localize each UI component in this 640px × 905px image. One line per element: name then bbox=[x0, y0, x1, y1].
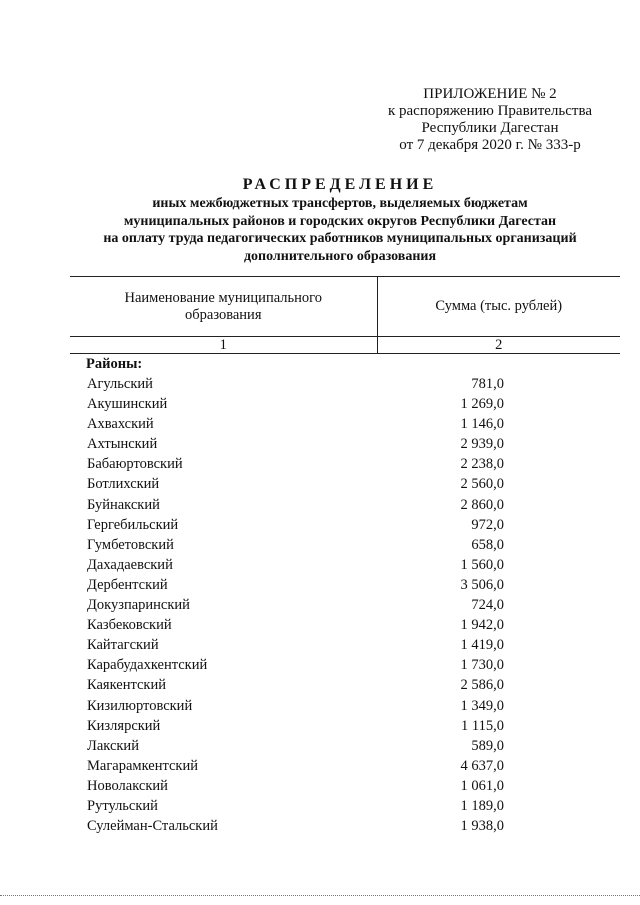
document-title: РАСПРЕДЕЛЕНИЕ bbox=[242, 176, 438, 193]
column-number-1: 1 bbox=[70, 337, 377, 354]
annex-reference: к распоряжению Правительства bbox=[387, 103, 592, 119]
amount-value: 658,0 bbox=[471, 536, 504, 553]
district-name: Сулейман-Стальский bbox=[87, 818, 218, 835]
annex-block bbox=[372, 86, 608, 154]
table-row bbox=[70, 434, 620, 454]
amount-value: 972,0 bbox=[471, 516, 504, 533]
district-name: Кизлярский bbox=[87, 717, 161, 734]
district-name: Ахтынский bbox=[87, 436, 158, 453]
amount-value: 1 942,0 bbox=[460, 617, 504, 634]
table-row bbox=[70, 495, 620, 515]
amount-value: 2 939,0 bbox=[460, 436, 504, 453]
amount-value: 1 938,0 bbox=[460, 818, 504, 835]
amount-value: 1 061,0 bbox=[460, 777, 504, 794]
subtitle-line: иных межбюджетных трансфертов, выделяемых бюджетам bbox=[152, 196, 528, 211]
amount-value: 2 860,0 bbox=[460, 496, 504, 513]
district-name: Дербентский bbox=[87, 576, 168, 593]
district-name: Бабаюртовский bbox=[87, 456, 183, 473]
amount-value: 1 419,0 bbox=[460, 637, 504, 654]
table-row bbox=[70, 675, 620, 695]
district-name: Магарамкентский bbox=[87, 757, 198, 774]
column-header-name: Наименование муниципального образования bbox=[70, 277, 377, 337]
district-name: Каякентский bbox=[87, 677, 166, 694]
column-header-amount: Сумма (тыс. рублей) bbox=[377, 277, 620, 337]
amount-value: 1 560,0 bbox=[460, 556, 504, 573]
amount-value: 2 586,0 bbox=[460, 677, 504, 694]
annex-date: от 7 декабря 2020 г. № 333-р bbox=[399, 137, 581, 153]
table-row bbox=[70, 394, 620, 414]
district-name: Гергебильский bbox=[87, 516, 179, 533]
district-name: Агульский bbox=[87, 376, 153, 392]
amount-value: 1 730,0 bbox=[460, 657, 504, 674]
amount-value: 3 506,0 bbox=[460, 576, 504, 593]
table-row bbox=[70, 716, 620, 736]
table-header-row bbox=[70, 277, 620, 337]
column-number-row bbox=[70, 337, 620, 354]
district-name: Ботлихский bbox=[87, 476, 160, 493]
distribution-table bbox=[70, 276, 620, 836]
district-name: Казбековский bbox=[87, 617, 172, 634]
amount-value: 1 189,0 bbox=[460, 797, 504, 814]
section-row bbox=[70, 354, 620, 375]
amount-value: 724,0 bbox=[471, 597, 504, 614]
district-name: Гумбетовский bbox=[87, 536, 174, 553]
district-name: Буйнакский bbox=[87, 496, 160, 513]
district-name: Карабудахкентский bbox=[87, 657, 208, 674]
amount-value: 1 269,0 bbox=[460, 396, 504, 413]
table-row bbox=[70, 816, 620, 836]
table-row bbox=[70, 615, 620, 635]
section-label: Районы: bbox=[86, 356, 143, 372]
table-body bbox=[70, 354, 620, 837]
amount-value: 1 115,0 bbox=[461, 717, 504, 734]
amount-value: 2 238,0 bbox=[460, 456, 504, 473]
annex-number: ПРИЛОЖЕНИЕ № 2 bbox=[423, 86, 557, 102]
amount-value: 4 637,0 bbox=[460, 757, 504, 774]
amount-value: 1 349,0 bbox=[460, 697, 504, 714]
table-row bbox=[70, 756, 620, 776]
column-number-2: 2 bbox=[377, 337, 620, 354]
district-name: Рутульский bbox=[87, 797, 158, 814]
table-row bbox=[70, 515, 620, 535]
table-row bbox=[70, 535, 620, 555]
district-name: Кизилюртовский bbox=[87, 697, 193, 714]
district-name: Ахвахский bbox=[87, 416, 154, 433]
table-row bbox=[70, 655, 620, 675]
table-row bbox=[70, 796, 620, 816]
amount-value: 781,0 bbox=[471, 376, 504, 392]
document-heading bbox=[70, 176, 610, 265]
table-row bbox=[70, 555, 620, 575]
amount-value: 1 146,0 bbox=[460, 416, 504, 433]
table-row bbox=[70, 414, 620, 434]
district-name: Дахадаевский bbox=[87, 556, 173, 573]
subtitle-line: дополнительного образования bbox=[243, 248, 437, 264]
table-row bbox=[70, 776, 620, 796]
table-row bbox=[70, 474, 620, 494]
table-row bbox=[70, 595, 620, 615]
district-name: Докузпаринский bbox=[87, 597, 190, 614]
table-row bbox=[70, 635, 620, 655]
table-row bbox=[70, 454, 620, 474]
table-row bbox=[70, 696, 620, 716]
page-bottom-edge bbox=[0, 895, 640, 896]
amount-value: 589,0 bbox=[471, 737, 504, 754]
amount-value: 2 560,0 bbox=[460, 476, 504, 493]
district-name: Кайтагский bbox=[87, 637, 159, 654]
district-name: Лакский bbox=[87, 737, 139, 754]
table-row bbox=[70, 374, 620, 394]
district-name: Новолакский bbox=[87, 777, 168, 794]
subtitle-line: муниципальных районов и городских округов Республики Дагестан bbox=[123, 213, 557, 229]
table-row bbox=[70, 736, 620, 756]
subtitle-line: на оплату труда педагогических работников муниципальных организаций bbox=[103, 231, 577, 246]
table-row bbox=[70, 575, 620, 595]
annex-republic: Республики Дагестан bbox=[421, 120, 559, 136]
district-name: Акушинский bbox=[87, 396, 168, 413]
